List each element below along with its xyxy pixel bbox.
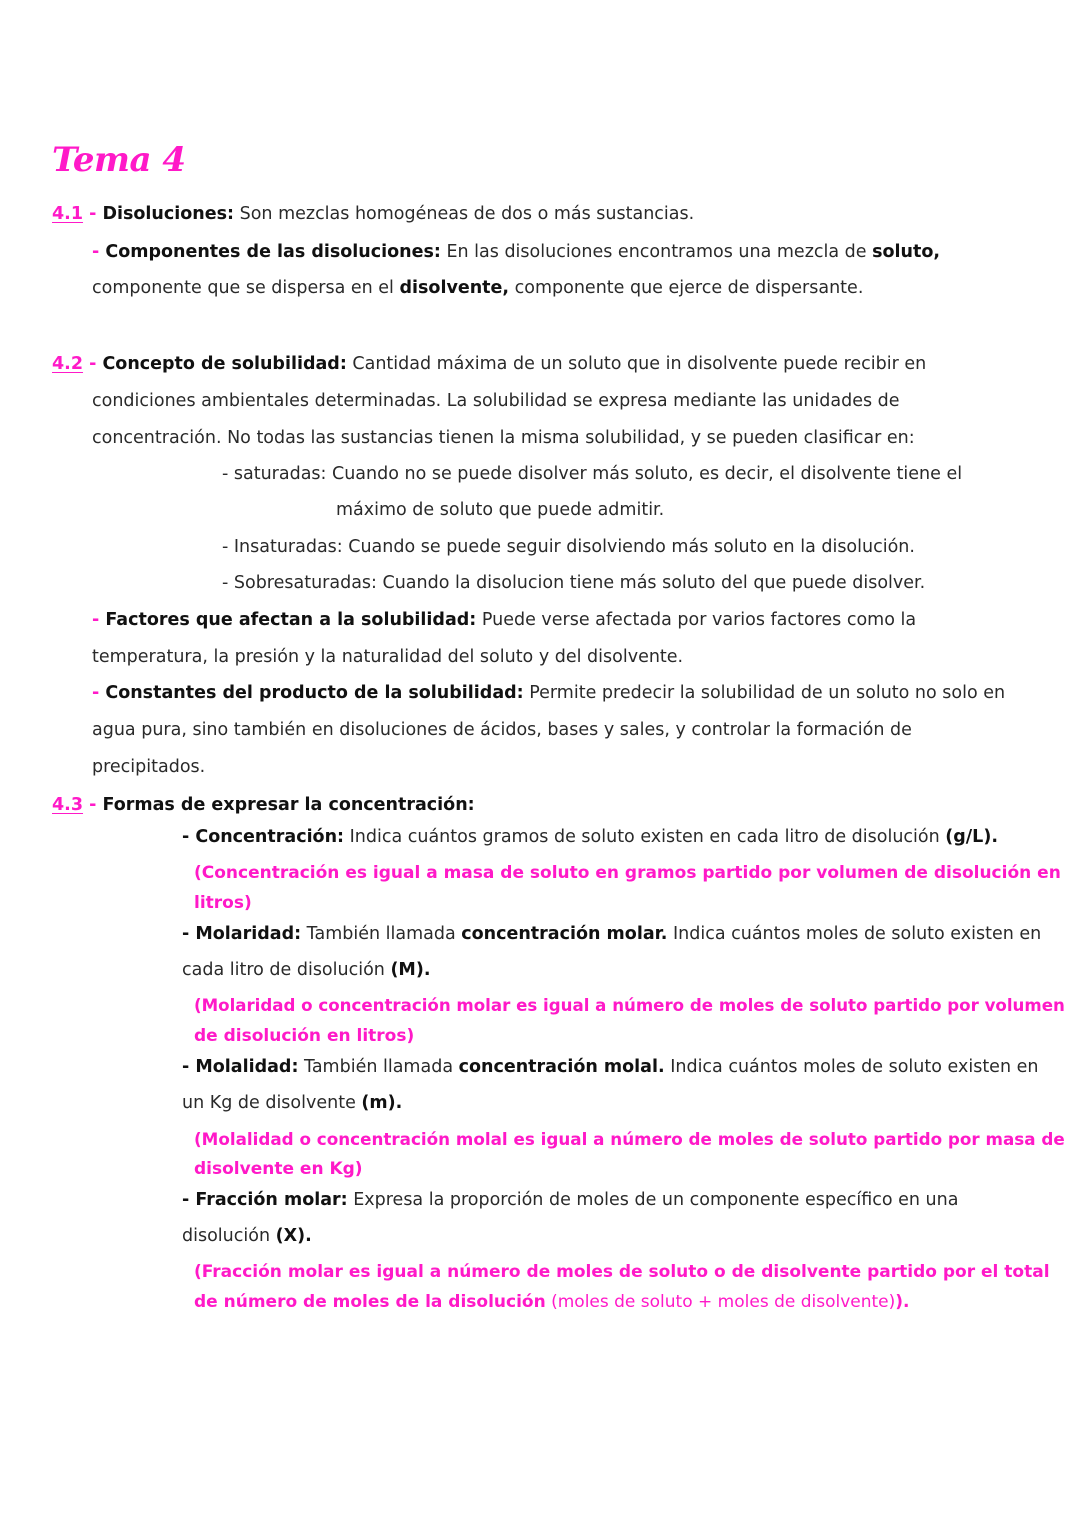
formula-note: de disolución en litros) bbox=[194, 1026, 415, 1046]
molarity-line: - Molaridad: También llamada concentración molar. Indica cuántos moles de soluto existen en bbox=[182, 924, 1042, 944]
molality-line-2: un Kg de disolvente (m). bbox=[182, 1093, 403, 1113]
text-line: temperatura, la presión y la naturalidad del soluto y del disolvente. bbox=[92, 647, 684, 667]
section-number: 4.2 bbox=[52, 354, 84, 374]
term: Molalidad: bbox=[195, 1057, 299, 1077]
section-4-2-line: 4.2 - Concepto de solubilidad: Cantidad máxima de un soluto que in disolvente puede recibir en bbox=[52, 354, 927, 374]
formula-note: litros) bbox=[194, 893, 252, 913]
formula-note: (Molaridad o concentración molar es igual a número de moles de soluto partido por volumen bbox=[194, 996, 1065, 1015]
term: Disoluciones: bbox=[102, 204, 235, 224]
constants-line: - Constantes del producto de la solubilidad: Permite predecir la solubilidad de un soluto no solo en bbox=[92, 683, 1006, 703]
term: Componentes de las disoluciones: bbox=[105, 242, 441, 262]
formula-note: disolvente en Kg) bbox=[194, 1159, 363, 1179]
formula-note: (Molalidad o concentración molal es igual a número de moles de soluto partido por masa de bbox=[194, 1129, 1065, 1149]
mole-fraction-line-2: disolución (X). bbox=[182, 1226, 312, 1246]
section-number: 4.1 bbox=[52, 204, 84, 224]
term: Constantes del producto de la solubilidad: bbox=[105, 683, 524, 703]
formula-note: (Concentración es igual a masa de soluto en gramos partido por volumen de disolución en bbox=[194, 863, 1061, 883]
formula-note: de número de moles de la disolución (moles de soluto + moles de disolvente)). bbox=[194, 1292, 910, 1312]
term: Fracción molar: bbox=[195, 1190, 348, 1210]
formula-note: (Fracción molar es igual a número de moles de soluto o de disolvente partido por el total bbox=[194, 1262, 1050, 1282]
list-item: - Insaturadas: Cuando se puede seguir disolviendo más soluto en la disolución. bbox=[222, 537, 915, 557]
list-item: - saturadas: Cuando no se puede disolver más soluto, es decir, el disolvente tiene el bbox=[222, 464, 963, 484]
concentration-line: - Concentración: Indica cuántos gramos de soluto existen en cada litro de disolución (g/L). bbox=[182, 827, 998, 847]
list-item: - Sobresaturadas: Cuando la disolucion tiene más soluto del que puede disolver. bbox=[222, 573, 926, 593]
factors-line: - Factores que afectan a la solubilidad: Puede verse afectada por varios factores como la bbox=[92, 610, 917, 630]
term: Factores que afectan a la solubilidad: bbox=[105, 610, 477, 630]
page-title: Tema 4 bbox=[52, 140, 186, 180]
term: Concentración: bbox=[195, 827, 345, 847]
list-item-cont: máximo de soluto que puede admitir. bbox=[336, 500, 665, 520]
text-line: agua pura, sino también en disoluciones de ácidos, bases y sales, y controlar la formación de bbox=[92, 720, 912, 740]
components-line: - Componentes de las disoluciones: En las disoluciones encontramos una mezcla de soluto, bbox=[92, 242, 941, 262]
molarity-line-2: cada litro de disolución (M). bbox=[182, 960, 431, 980]
term: Molaridad: bbox=[195, 924, 302, 944]
text-line: concentración. No todas las sustancias tienen la misma solubilidad, y se pueden clasificar en: bbox=[92, 428, 915, 448]
components-line-2: componente que se dispersa en el disolvente, componente que ejerce de dispersante. bbox=[92, 278, 864, 298]
section-4-1-line: 4.1 - Disoluciones: Son mezclas homogéneas de dos o más sustancias. bbox=[52, 204, 695, 224]
mole-fraction-line: - Fracción molar: Expresa la proporción de moles de un componente específico en una bbox=[182, 1190, 959, 1210]
molality-line: - Molalidad: También llamada concentración molal. Indica cuántos moles de soluto existen en bbox=[182, 1057, 1039, 1077]
text-line: precipitados. bbox=[92, 757, 206, 777]
text-line: condiciones ambientales determinadas. La solubilidad se expresa mediante las unidades de bbox=[92, 391, 900, 411]
section-4-3-line: 4.3 - Formas de expresar la concentración: bbox=[52, 795, 475, 815]
heading: Formas de expresar la concentración: bbox=[102, 795, 475, 815]
term: Concepto de solubilidad: bbox=[102, 354, 347, 374]
section-number: 4.3 bbox=[52, 795, 84, 815]
